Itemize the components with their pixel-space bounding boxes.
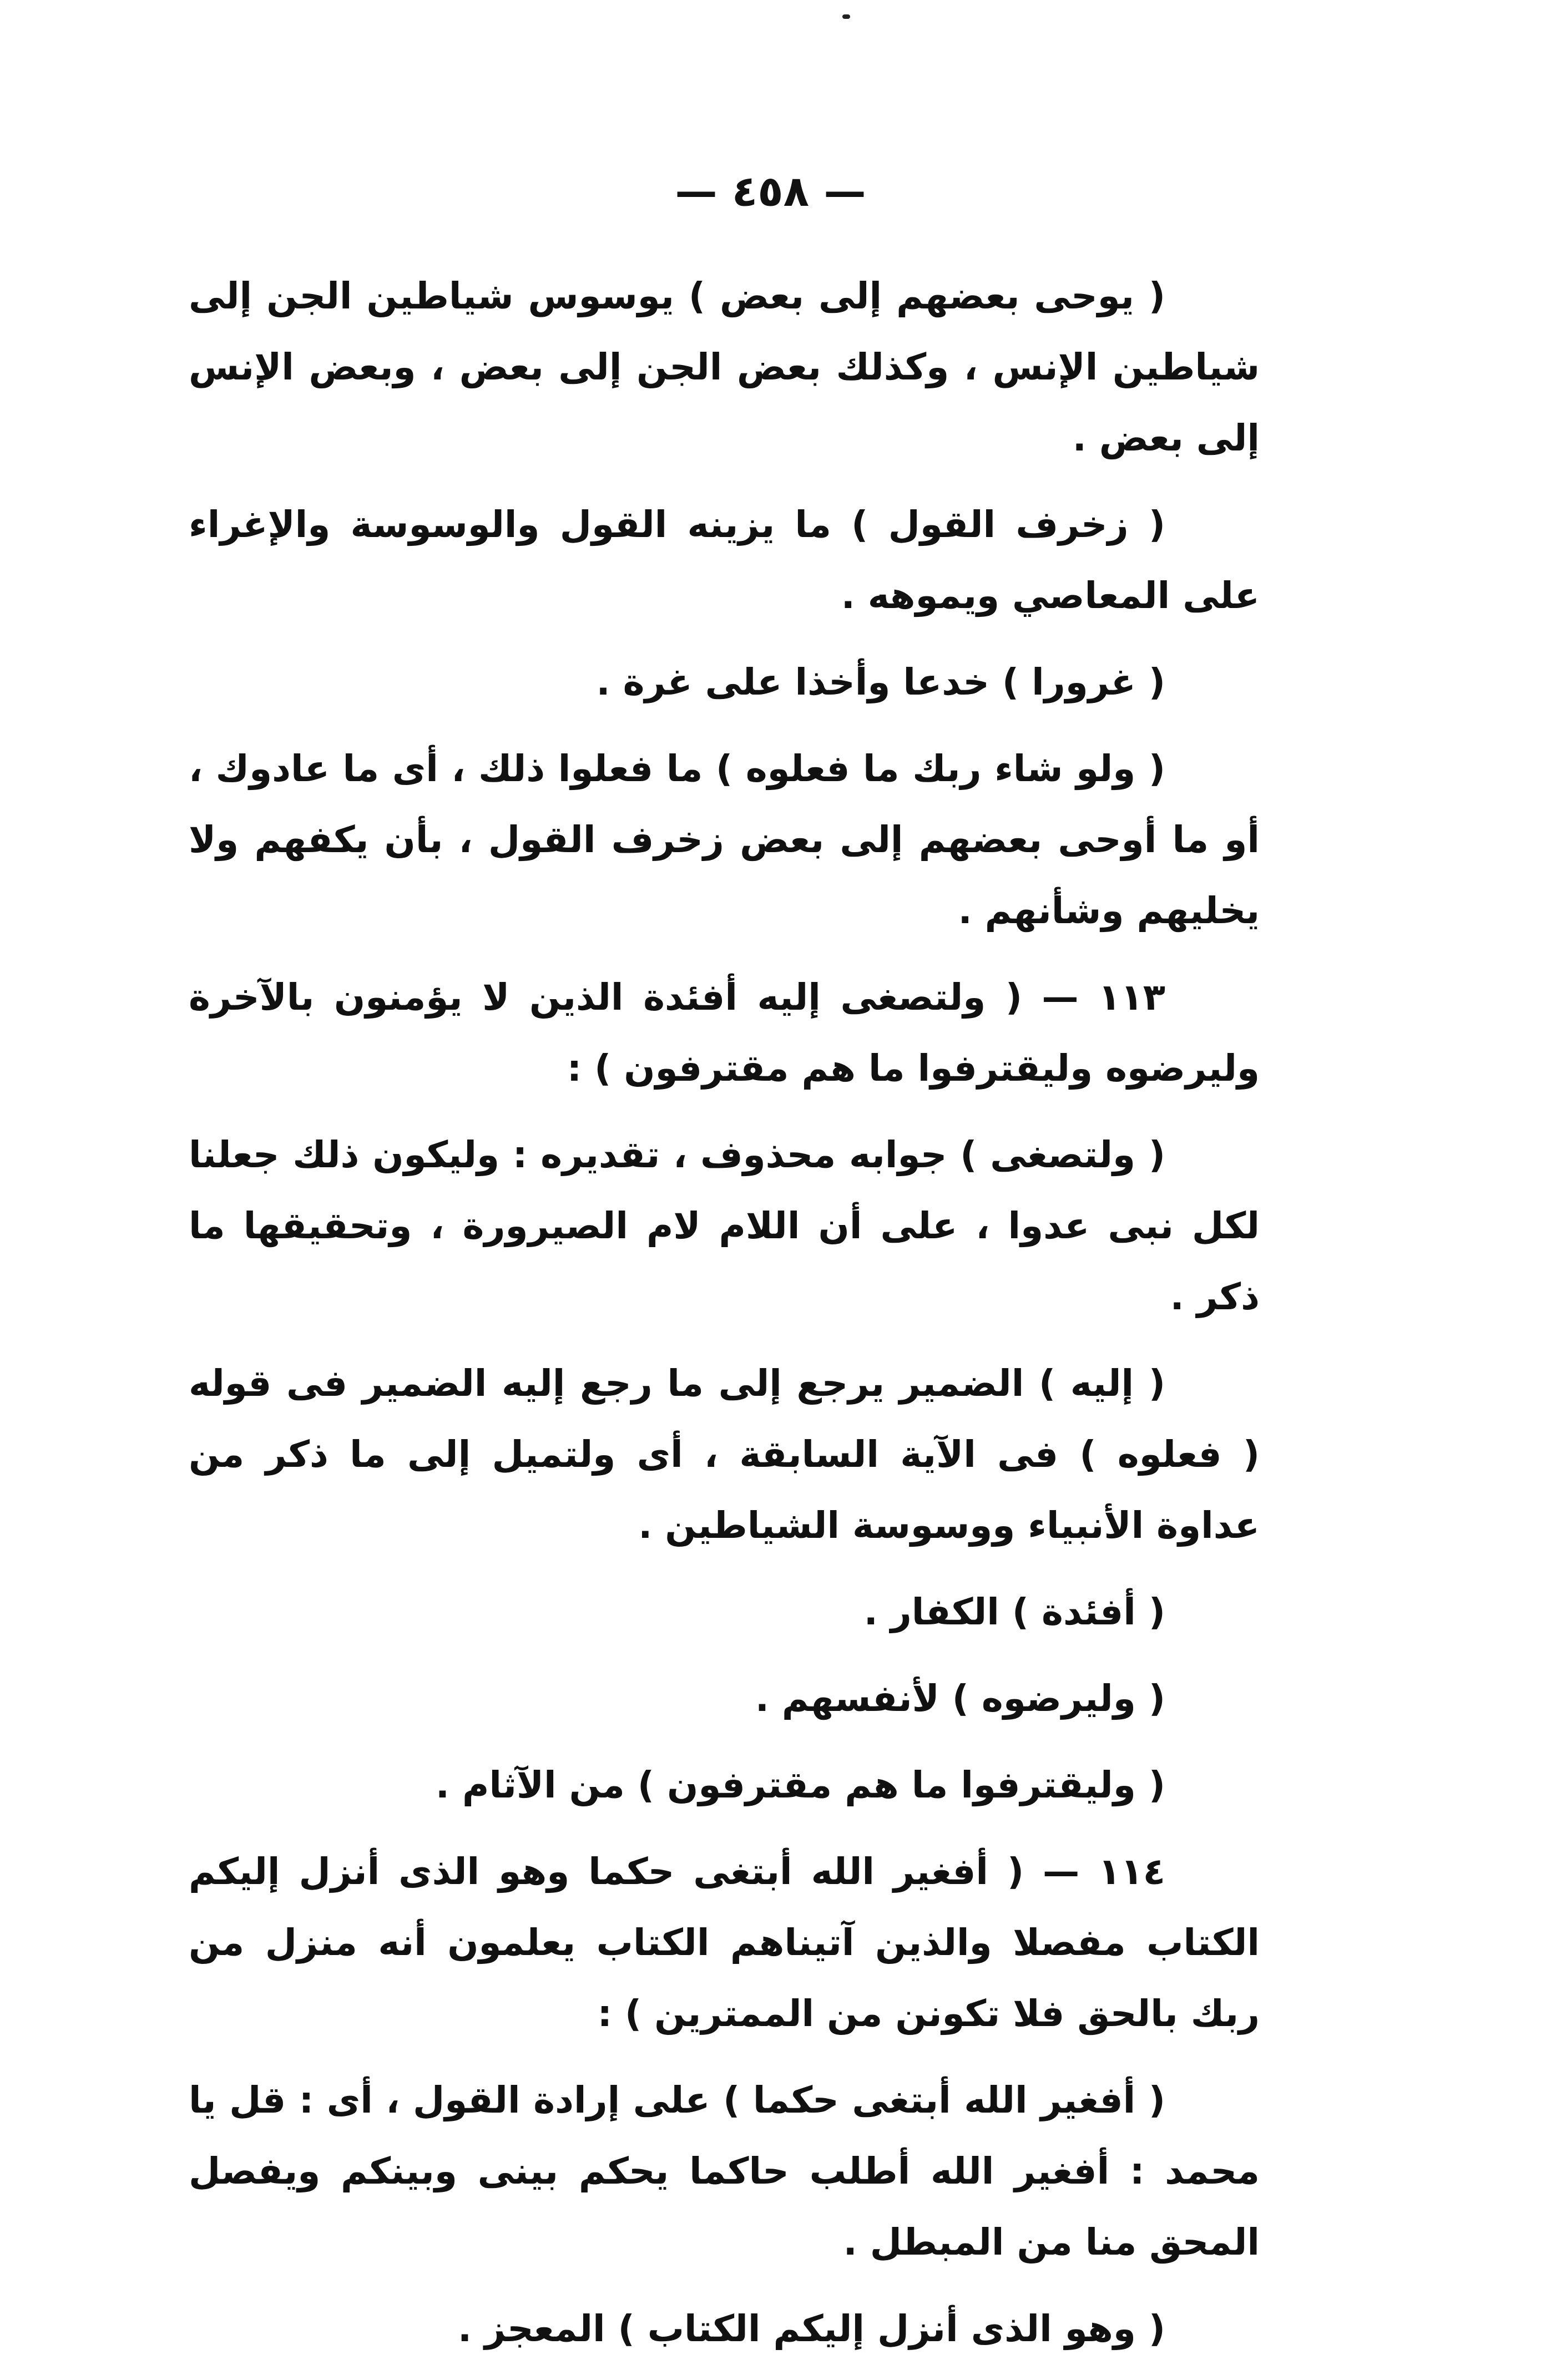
paragraph: ١١٣ — ( ولتصغى إليه أفئدة الذين لا يؤمنون بالآخرة وليرضوه وليقترفوا ما هم مقترفون ) : — [189, 976, 1260, 1090]
paragraph: ( غرورا ) خدعا وأخذا على غرة . — [596, 661, 1165, 703]
paragraph: ( أفغير الله أبتغى حكما ) على إرادة القول ، أى : قل يا محمد : أفغير الله أطلب حاكما يحكم بينى وبينكم ويفصل المحق منا من المبطل . — [189, 2079, 1260, 2263]
paragraph: ( ولتصغى ) جوابه محذوف ، تقديره : وليكون ذلك جعلنا لكل نبى عدوا ، على أن اللام لام الصيرورة ، وتحقيقها ما ذكر . — [189, 1133, 1260, 1318]
paragraph: ( وليرضوه ) لأنفسهم . — [755, 1677, 1165, 1720]
paragraph: ( ولو شاء ربك ما فعلوه ) ما فعلوا ذلك ، أى ما عادوك ، أو ما أوحى بعضهم إلى بعض زخرف القول ، بأن يكفهم ولا يخليهم وشأنهم . — [189, 747, 1260, 932]
page-number: — ٤٥٨ — — [675, 166, 866, 216]
top-mark — [842, 14, 850, 19]
paragraph: ( أفئدة ) الكفار . — [863, 1591, 1165, 1633]
paragraph: ( وهو الذى أنزل إليكم الكتاب ) المعجز . — [458, 2307, 1165, 2350]
paragraph: ( إليه ) الضمير يرجع إلى ما رجع إليه الضمير فى قوله ( فعلوه ) فى الآية السابقة ، أى ولتميل إلى ما ذكر من عداوة الأنبياء ووسوسة الشياطين . — [189, 1362, 1260, 1547]
page-body — [189, 261, 1260, 2380]
paragraph: ( يوحى بعضهم إلى بعض ) يوسوس شياطين الجن إلى شياطين الإنس ، وكذلك بعض الجن إلى بعض ، وبعض الإنس إلى بعض . — [189, 275, 1260, 459]
paragraph: ( وليقترفوا ما هم مقترفون ) من الآثام . — [435, 1764, 1165, 1806]
paragraph: ( زخرف القول ) ما يزينه القول والوسوسة والإغراء على المعاصي ويموهه . — [189, 503, 1260, 617]
paragraph: ١١٤ — ( أفغير الله أبتغى حكما وهو الذى أنزل إليكم الكتاب مفصلا والذين آتيناهم الكتاب يعلمون أنه منزل من ربك بالحق فلا تكونن من الممترين ) : — [189, 1850, 1260, 2035]
